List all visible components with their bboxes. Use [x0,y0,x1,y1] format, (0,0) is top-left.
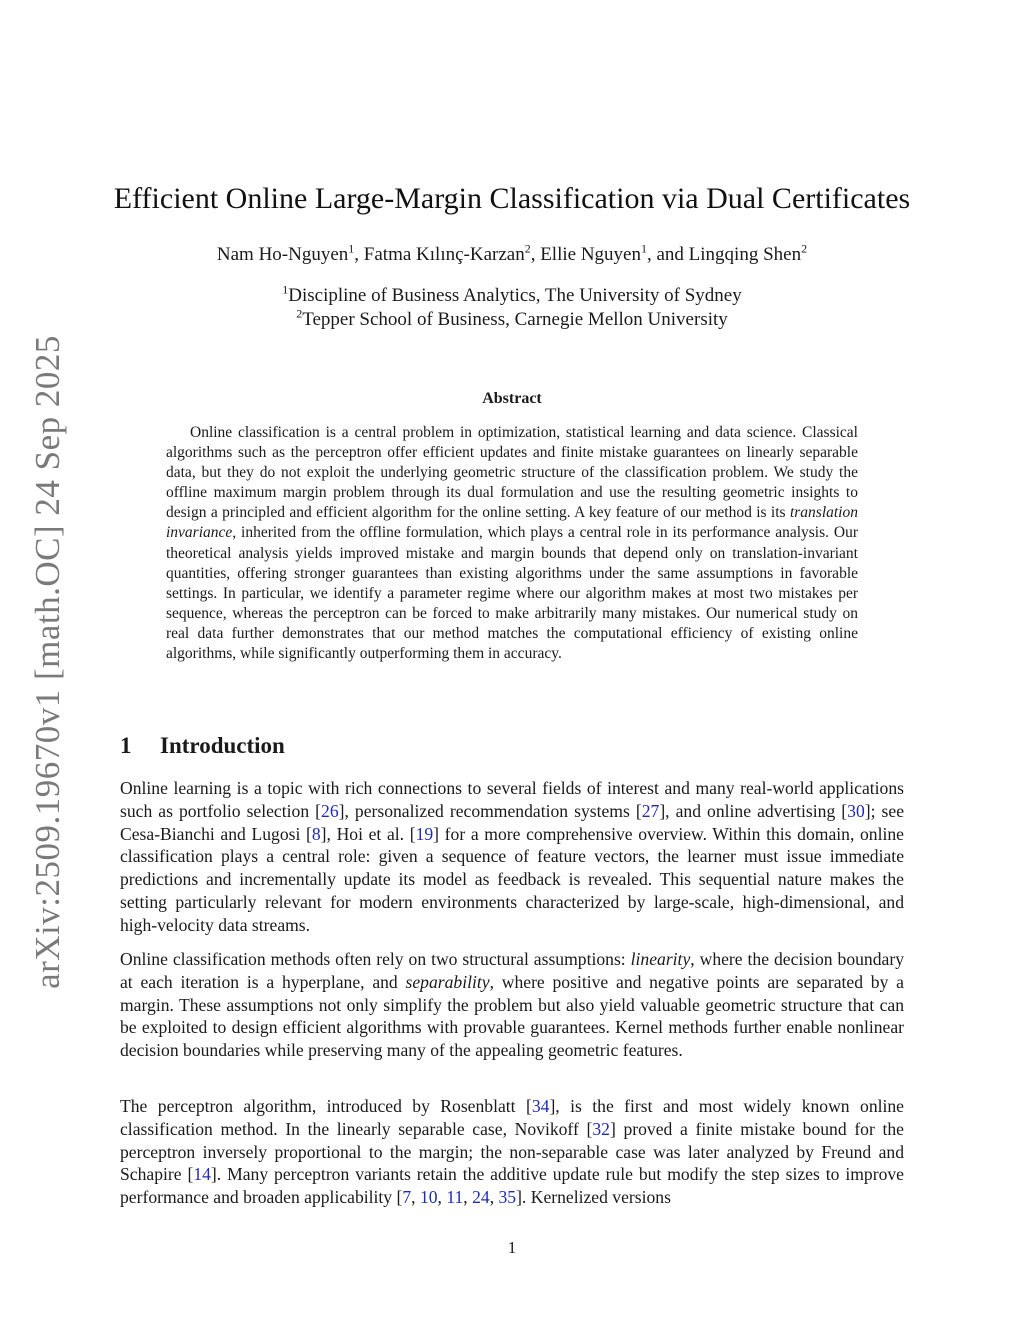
affiliation-1 [0,282,1024,307]
body-text: , where the decision boundary at each iteration is a hyperplane, and [120,949,904,992]
citation-link[interactable]: 11 [446,1187,464,1208]
body-text: Online classification methods often rely on two structural assumptions: [120,949,631,969]
body-text: ]. Kernelized versions [516,1187,671,1208]
abstract-body [166,423,858,664]
citation-link[interactable]: 26 [321,800,339,821]
citation-link[interactable]: 7 [402,1187,412,1208]
arxiv-identifier-stamp: arXiv:2509.19670v1 [math.OC] 24 Sep 2025 [28,335,67,989]
intro-paragraph-1 [120,777,904,937]
author-name: Lingqing Shen [688,244,802,265]
citation-separator: , [437,1187,447,1208]
page-number: 1 [507,1238,517,1257]
citation-link[interactable]: 24 [472,1187,490,1208]
body-text: ], is the first and most widely known online classification method. In the linearly separable case, Novikoff [ [120,1096,904,1139]
body-text: Online learning is a topic with rich connections to several fields of interest and many real-world applications such as portfolio selection [ [120,778,904,821]
author-name: Nam Ho-Nguyen [216,244,349,265]
author-name: Fatma Kılınç-Karzan [363,244,525,265]
citation-link[interactable]: 19 [415,823,434,844]
citation-link[interactable]: 34 [531,1096,550,1116]
body-text: , where positive and negative points are separated by a margin. These assumptions not only simplify the problem but also yield valuable geometric structure that can be exploited to design efficient algorithms with provable guarantees. Kernel methods further enable nonlinear decision boundaries while preserving many of the appealing geometric features. [120,971,904,1061]
emphasis-term: linearity [630,949,691,969]
abstract-emphasis: translation invariance [166,504,858,542]
affiliation-mark: 2 [524,241,531,256]
body-text: ] proved a finite mistake bound for the perceptron inversely proportional to the margin; the non-separable case was later analyzed by Freund and Schapire [ [120,1118,904,1185]
citation-link[interactable]: 35 [498,1187,517,1208]
body-text: ], Hoi et al. [ [320,823,416,844]
section-number: 1 [120,733,132,758]
body-text: The perceptron algorithm, introduced by Rosenblatt [ [120,1096,532,1116]
citation-separator: , [489,1187,499,1208]
abstract-text: , inherited from the offline formulation, which plays a central role in its performance analysis. Our theoretical analysis yields improved mistake and margin bounds that depend only on translation-invariant quantities, offering stronger guarantees than existing algorithms under the same assumptions in favorable settings. In particular, we identify a parameter regime where our algorithm makes at most two mistakes per sequence, whereas the perceptron can be forced to make arbitrarily many mistakes. Our numerical study on real data further demonstrates that our method matches the computational efficiency of existing online algorithms, while significantly outperforming them in accuracy. [166,524,858,663]
body-text: ]. Many perceptron variants retain the additive update rule but modify the step sizes to improve performance and broaden applicability [ [120,1164,904,1208]
author-separator: , [354,244,364,265]
emphasis-term: separability [405,971,490,992]
citation-link[interactable]: 27 [641,800,660,821]
author-separator: , and [646,244,689,265]
affiliation-mark: 2 [296,306,303,321]
affiliation-mark: 1 [282,282,289,297]
citation-link[interactable]: 32 [592,1118,610,1139]
affiliation-mark: 1 [348,241,355,256]
affiliation-mark: 2 [801,241,808,256]
affiliation-text: Tepper School of Business, Carnegie Mellon University [302,309,728,330]
body-text: ]; see Cesa-Bianchi and Lugosi [ [120,800,904,844]
section-heading [120,733,285,759]
section-title: Introduction [160,733,285,758]
author-name: Ellie Nguyen [540,244,641,265]
paper-title: Efficient Online Large-Margin Classification via Dual Certificates [113,182,911,215]
citation-link[interactable]: 10 [419,1187,438,1208]
intro-paragraph-2 [120,948,904,1062]
body-text: ], personalized recommendation systems [ [338,800,642,821]
abstract-heading: Abstract [482,390,542,407]
body-text: ] for a more comprehensive overview. Within this domain, online classification plays a central role: given a sequence of feature vectors, the learner must issue immediate predictions and incrementally update its model as feedback is revealed. This sequential nature makes the setting particularly relevant for modern environments characterized by large-scale, high-dimensional, and high-velocity data streams. [120,823,904,935]
author-list [0,241,1024,266]
citation-separator: , [463,1187,473,1208]
affiliation-text: Discipline of Business Analytics, The University of Sydney [288,285,742,306]
body-text: ], and online advertising [ [659,800,848,821]
citation-link[interactable]: 8 [311,823,321,844]
affiliation-mark: 1 [640,241,647,256]
citation-link[interactable]: 14 [193,1164,211,1185]
author-separator: , [530,244,541,265]
citation-separator: , [411,1187,420,1208]
abstract-text: Online classification is a central problem in optimization, statistical learning and data science. Classical algorithms such as the perceptron offer efficient updates and finite mistake guarantees on linearly separable data, but they do not exploit the underlying geometric structure of the classification problem. We study the offline maximum margin problem through its dual formulation and use the resulting geometric insights to design a principled and efficient algorithm for the online setting. A key feature of our method is its [166,424,858,522]
intro-paragraph-3 [120,1095,904,1209]
citation-link[interactable]: 30 [847,800,865,821]
affiliation-2 [0,306,1024,331]
